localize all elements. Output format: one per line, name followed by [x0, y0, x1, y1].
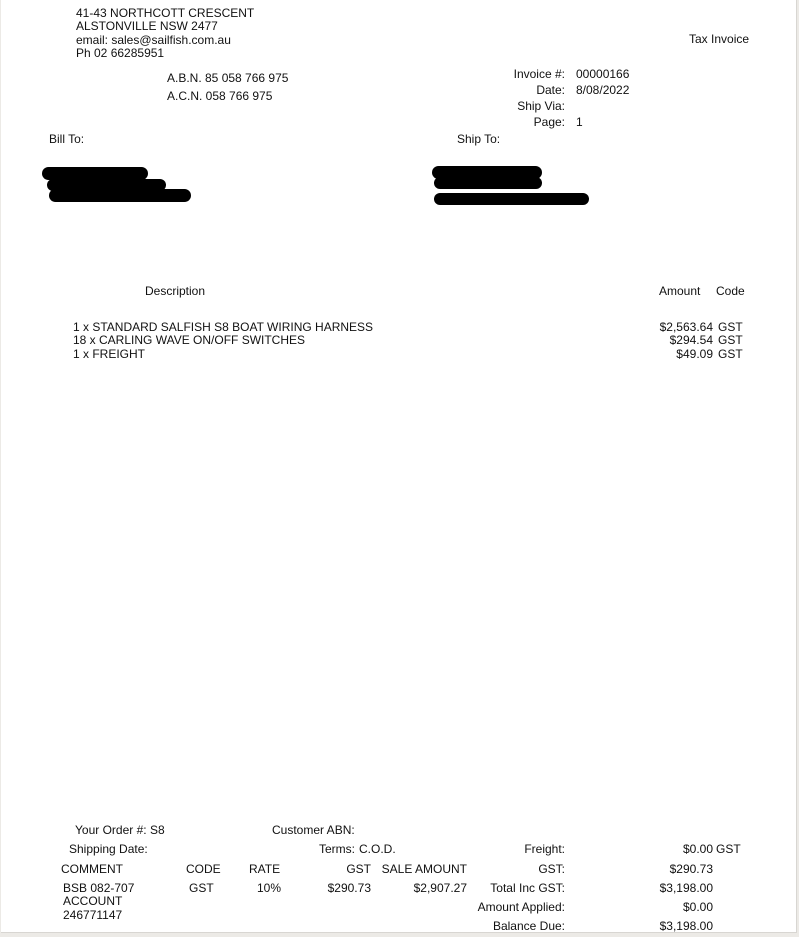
line-item-description: 1 x FREIGHT	[73, 347, 146, 361]
invoice-number-label: Invoice #:	[513, 67, 565, 81]
customer-abn-label: Customer ABN:	[272, 823, 355, 837]
page-label: Page:	[533, 115, 565, 129]
company-phone: Ph 02 66285951	[76, 46, 165, 60]
line-item-code: GST	[718, 333, 743, 347]
tax-sale-amount-value: $2,907.27	[413, 881, 467, 895]
ship-via-label: Ship Via:	[517, 99, 565, 113]
tax-comment-line2: ACCOUNT	[63, 894, 123, 908]
ship-to-label: Ship To:	[457, 132, 501, 146]
gst-total-value: $290.73	[669, 862, 713, 876]
column-header-code: Code	[716, 284, 745, 298]
invoice-page	[1, 0, 797, 933]
balance-due-label: Balance Due:	[492, 919, 565, 933]
invoice-date-value: 8/08/2022	[576, 83, 630, 97]
line-item-code: GST	[718, 347, 743, 361]
bill-to-label: Bill To:	[49, 132, 85, 146]
invoice-date-label: Date:	[536, 83, 565, 97]
company-email: email: sales@sailfish.com.au	[76, 33, 231, 47]
column-header-description: Description	[145, 284, 206, 298]
terms-value: C.O.D.	[359, 842, 396, 856]
line-item-amount: $49.09	[676, 347, 713, 361]
terms-label: Terms:	[319, 842, 355, 856]
tax-header-comment: COMMENT	[61, 862, 123, 876]
gst-total-label: GST:	[538, 862, 565, 876]
freight-label: Freight:	[524, 842, 565, 856]
line-item-code: GST	[718, 320, 743, 334]
freight-value: $0.00	[682, 842, 713, 856]
company-acn: A.C.N. 058 766 975	[167, 89, 273, 103]
total-inc-gst-value: $3,198.00	[659, 881, 713, 895]
tax-header-gst: GST	[346, 862, 371, 876]
page-value: 1	[576, 115, 583, 129]
tax-header-rate: RATE	[249, 862, 281, 876]
total-inc-gst-label: Total Inc GST:	[490, 881, 565, 895]
line-item-description: 1 x STANDARD SALFISH S8 BOAT WIRING HARNESS	[73, 320, 374, 334]
freight-code: GST	[716, 842, 741, 856]
tax-code-value: GST	[189, 881, 214, 895]
tax-rate-value: 10%	[257, 881, 282, 895]
tax-header-code: CODE	[186, 862, 221, 876]
tax-gst-value: $290.73	[327, 881, 371, 895]
balance-due-value: $3,198.00	[659, 919, 713, 933]
amount-applied-value: $0.00	[682, 900, 713, 914]
line-item-amount: $294.54	[669, 333, 713, 347]
amount-applied-label: Amount Applied:	[477, 900, 565, 914]
your-order-label: Your Order #:	[75, 823, 147, 837]
company-abn: A.B.N. 85 058 766 975	[167, 71, 289, 85]
your-order-value: S8	[150, 823, 165, 837]
company-address-line1: 41-43 NORTHCOTT CRESCENT	[76, 6, 255, 20]
tax-comment-line3: 246771147	[63, 908, 123, 922]
shipping-date-label: Shipping Date:	[69, 842, 148, 856]
document-title: Tax Invoice	[689, 32, 750, 46]
invoice-number-value: 00000166	[576, 67, 630, 81]
line-item-description: 18 x CARLING WAVE ON/OFF SWITCHES	[73, 333, 306, 347]
line-item-amount: $2,563.64	[659, 320, 713, 334]
column-header-amount: Amount	[659, 284, 701, 298]
tax-comment-line1: BSB 082-707	[63, 881, 135, 895]
company-address-line2: ALSTONVILLE NSW 2477	[76, 19, 218, 33]
tax-header-sale-amount: SALE AMOUNT	[381, 862, 467, 876]
